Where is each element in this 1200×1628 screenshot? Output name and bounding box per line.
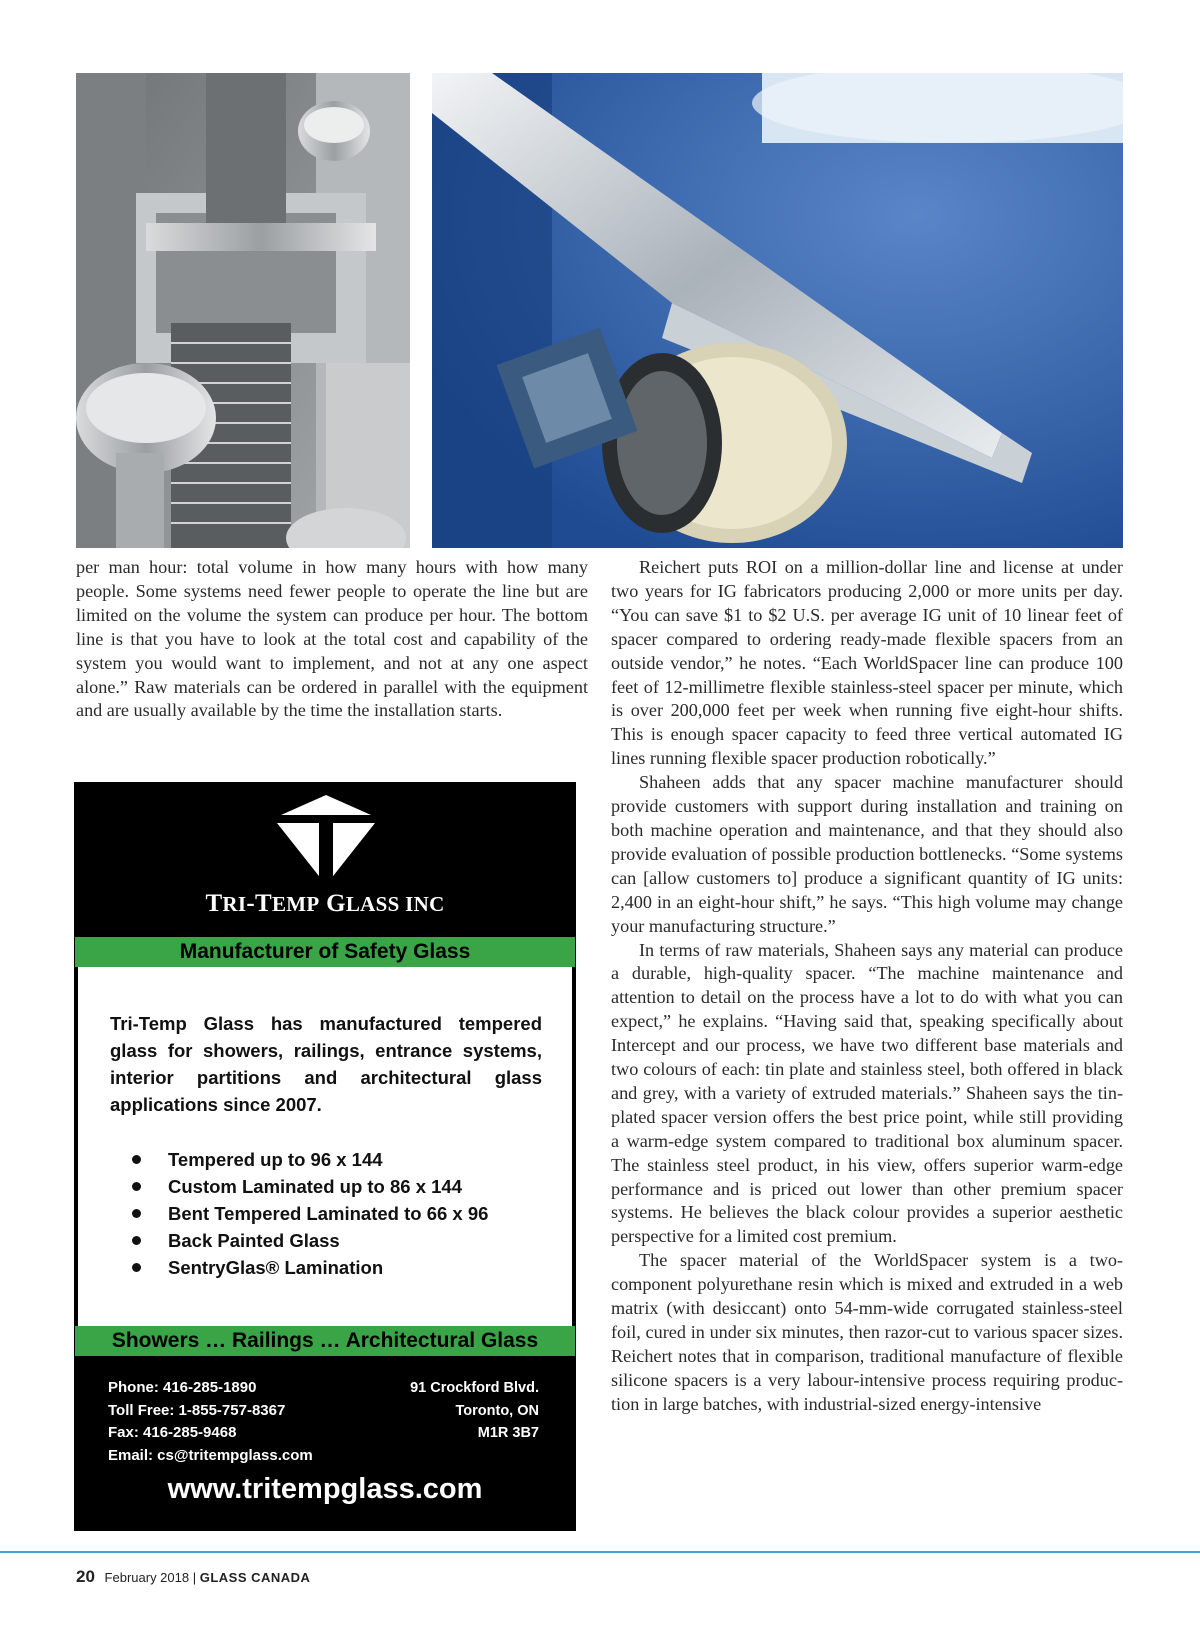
tri-temp-logo-icon bbox=[271, 793, 381, 888]
ad-description: Tri-Temp Glass has manufactured tempered glass for showers, railings, entrance systems, interior partitions and architectural glass applications since 2007. bbox=[110, 1013, 542, 1115]
tri-temp-advertisement[interactable] bbox=[74, 782, 576, 1531]
list-item bbox=[110, 1227, 488, 1254]
company-name-part: T bbox=[205, 890, 223, 917]
machine-photo-graphic bbox=[76, 73, 410, 548]
company-name-part: G bbox=[319, 890, 346, 917]
address-line: Toronto, ON bbox=[455, 1402, 539, 1419]
company-name-part: LASS bbox=[345, 892, 400, 916]
ad-address bbox=[410, 1377, 539, 1445]
ad-content-panel bbox=[78, 967, 572, 1326]
list-item bbox=[110, 1200, 488, 1227]
page-footer bbox=[76, 1567, 310, 1587]
list-item bbox=[110, 1254, 488, 1281]
address-line: M1R 3B7 bbox=[477, 1425, 539, 1441]
page-number: 20 bbox=[76, 1567, 95, 1586]
company-name-part: RI bbox=[222, 892, 247, 916]
footer-divider bbox=[0, 1551, 1200, 1553]
magazine-name: GLASS CANADA bbox=[199, 1570, 311, 1585]
ad-tagline-bottom: Showers … Railings … Architectural Glass bbox=[75, 1326, 575, 1356]
article-column-left bbox=[76, 556, 588, 723]
issue-date: February 2018 | bbox=[104, 1570, 197, 1585]
bullet-icon bbox=[132, 1182, 141, 1191]
ad-tagline-top: Manufacturer of Safety Glass bbox=[75, 937, 575, 967]
address-line: 91 Crockford Blvd. bbox=[410, 1380, 539, 1396]
article-paragraph: Shaheen adds that any spacer machine manufacturer should provide customers with support during installation and training on both machine operation and maintenance, and that they should also provide evaluation of possible production bottlenecks. “Some systems can [allow customers to] produce a significant quantity of IG units: 2,400 in an eight-hour shift,” he says. “This high volume may change your manufacturing structure.” bbox=[611, 772, 1123, 936]
feature-label: Bent Tempered Laminated to 66 x 96 bbox=[168, 1203, 489, 1224]
list-item bbox=[110, 1146, 488, 1173]
article-paragraph: per man hour: total volume in how many hours with how many people. Some systems need fewer people to operate the line but are limited on the volume the system can produce per hour. The bottom line is that you have to look at the total cost and capability of the system you would want to implement, and not at any one aspect alone.” Raw materials can be ordered in parallel with the equipment and are usually available by the time the installation starts. bbox=[76, 557, 588, 721]
company-name-part: INC bbox=[399, 892, 445, 916]
spacer-photo bbox=[432, 73, 1123, 548]
feature-label: Back Painted Glass bbox=[168, 1230, 340, 1251]
bullet-icon bbox=[132, 1236, 141, 1245]
bullet-icon bbox=[132, 1263, 141, 1272]
article-paragraph: The spacer material of the WorldSpacer system is a two-component polyurethane resin which is mixed and extruded in a web matrix (with desiccant) onto 54-mm-wide corrugated stainless-steel foil, cured in under six minutes, then razor-cut to various spacer sizes. Reichert notes that in comparison, traditional manufacture of flexible silicone spacers is a very labour-intensive process requiring production in large batches, with industrial-sized energy-intensive bbox=[611, 1250, 1123, 1414]
email-address[interactable]: Email: cs@tritempglass.com bbox=[108, 1446, 313, 1464]
bullet-icon bbox=[132, 1155, 141, 1164]
article-paragraph: Reichert puts ROI on a million-dollar line and license at under two years for IG fabricators producing 2,000 or more units per day. “You can save $1 to $2 U.S. per average IG unit of 10 linear feet of spacer compared to ordering ready-made flexible spacers from an outside vendor,” he notes. “Each WorldSpacer line can produce 100 feet of 12-millimetre flexible stainless-steel spacer per minute, which is over 200,000 feet per week when running five eight-hour shifts. This is enough spacer capacity to feed three vertical automated IG lines running flexible spacer production robotically.” bbox=[611, 557, 1123, 769]
list-item bbox=[110, 1173, 488, 1200]
website-link[interactable]: www.tritempglass.com bbox=[167, 1473, 483, 1505]
article-column-right bbox=[611, 556, 1123, 1417]
article-paragraph: In terms of raw materials, Shaheen says any material can produce a durable, high-quality spacer. “The machine maintenance and attention to detail on the process have a lot to do with what you can expect,” he explains. “Having said that, speaking specifically about Intercept and our process, we have two different base materials and two colours of each: tin plate and stainless steel, both offered in black and grey, with a variety of extruded materials.” Shaheen says the tin-plated spacer version offers the best price point, while still providing a warm-edge system compared to traditional box aluminum spacer. The stainless steel product, in his view, offers superior warm-edge performance and is priced out lower than other premium spacer systems. He believes the black colour provides a superior aesthetic perspective for a limited cost premium. bbox=[611, 939, 1123, 1247]
toll-free-number: Toll Free: 1-855-757-8367 bbox=[108, 1401, 286, 1419]
bullet-icon bbox=[132, 1209, 141, 1218]
company-name-part: EMP bbox=[272, 892, 320, 916]
feature-label: Custom Laminated up to 86 x 144 bbox=[168, 1176, 463, 1197]
ad-feature-list bbox=[110, 1146, 488, 1281]
fax-number: Fax: 416-285-9468 bbox=[108, 1424, 237, 1441]
company-name-part: - bbox=[246, 890, 256, 917]
company-name bbox=[75, 890, 575, 918]
feature-label: Tempered up to 96 x 144 bbox=[168, 1149, 383, 1170]
company-name-part: T bbox=[255, 890, 272, 917]
ad-contact-info bbox=[108, 1377, 313, 1467]
machine-photo bbox=[76, 73, 410, 548]
spacer-photo-graphic bbox=[432, 73, 1123, 548]
feature-label: SentryGlas® Lamination bbox=[168, 1257, 384, 1278]
phone-number: Phone: 416-285-1890 bbox=[108, 1379, 257, 1396]
